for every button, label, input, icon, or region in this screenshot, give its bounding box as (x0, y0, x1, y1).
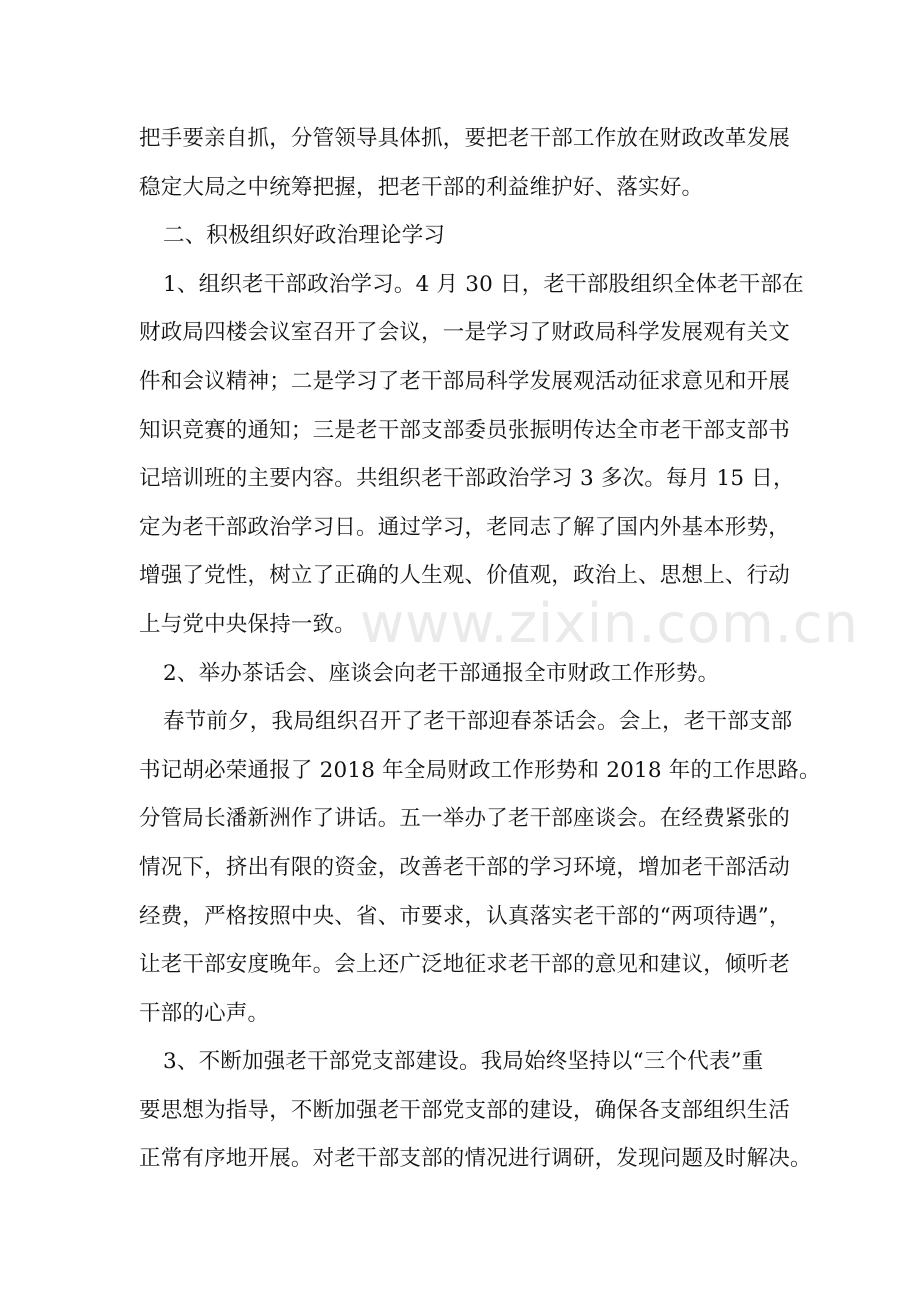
text-line: 经费，严格按照中央、省、市要求，认真落实老干部的“两项待遇”， (139, 903, 791, 929)
text-line: 稳定大局之中统筹把握，把老干部的利益维护好、落实好。 (139, 174, 704, 200)
watermark: www.zixin.com.cn (360, 592, 859, 655)
text-line: 1、组织老干部政治学习。4 月 30 日，老干部股组织全体老干部在 (163, 271, 804, 297)
text-line: 3、不断加强老干部党支部建设。我局始终坚持以“三个代表”重 (163, 1049, 764, 1075)
text-line: 增强了党性，树立了正确的人生观、价值观，政治上、思想上、行动 (139, 563, 791, 589)
text-line: 定为老干部政治学习日。通过学习，老同志了解了国内外基本形势， (139, 514, 791, 540)
text-line: 春节前夕，我局组织召开了老干部迎春茶话会。会上，老干部支部 (163, 709, 793, 735)
text-line: 知识竞赛的通知；三是老干部支部委员张振明传达全市老干部支部书 (139, 417, 791, 443)
text-line: 情况下，挤出有限的资金，改善老干部的学习环境，增加老干部活动 (139, 854, 791, 880)
section-heading: 二、积极组织好政治理论学习 (163, 223, 446, 249)
text-line: 分管局长潘新洲作了讲话。五一举办了老干部座谈会。在经费紧张的 (139, 806, 791, 832)
text-line: 2、举办茶话会、座谈会向老干部通报全市财政工作形势。 (163, 660, 720, 686)
text-line: 件和会议精神；二是学习了老干部局科学发展观活动征求意见和开展 (139, 368, 791, 394)
text-line: 正常有序地开展。对老干部支部的情况进行调研，发现问题及时解决。 (139, 1146, 812, 1172)
text-line: 让老干部安度晚年。会上还广泛地征求老干部的意见和建议，倾听老 (139, 952, 791, 978)
text-line: 上与党中央保持一致。 (139, 611, 357, 637)
text-line: 书记胡必荣通报了 2018 年全局财政工作形势和 2018 年的工作思路。 (139, 757, 821, 783)
document-page (139, 115, 821, 1184)
text-line: 记培训班的主要内容。共组织老干部政治学习 3 多次。每月 15 日， (139, 466, 795, 492)
text-line: 要思想为指导，不断加强老干部党支部的建设，确保各支部组织生活 (139, 1097, 791, 1123)
text-line: 干部的心声。 (139, 1000, 270, 1026)
text-line: 财政局四楼会议室召开了会议，一是学习了财政局科学发展观有关文 (139, 320, 791, 346)
text-line: 把手要亲自抓，分管领导具体抓，要把老干部工作放在财政改革发展 (139, 126, 791, 151)
